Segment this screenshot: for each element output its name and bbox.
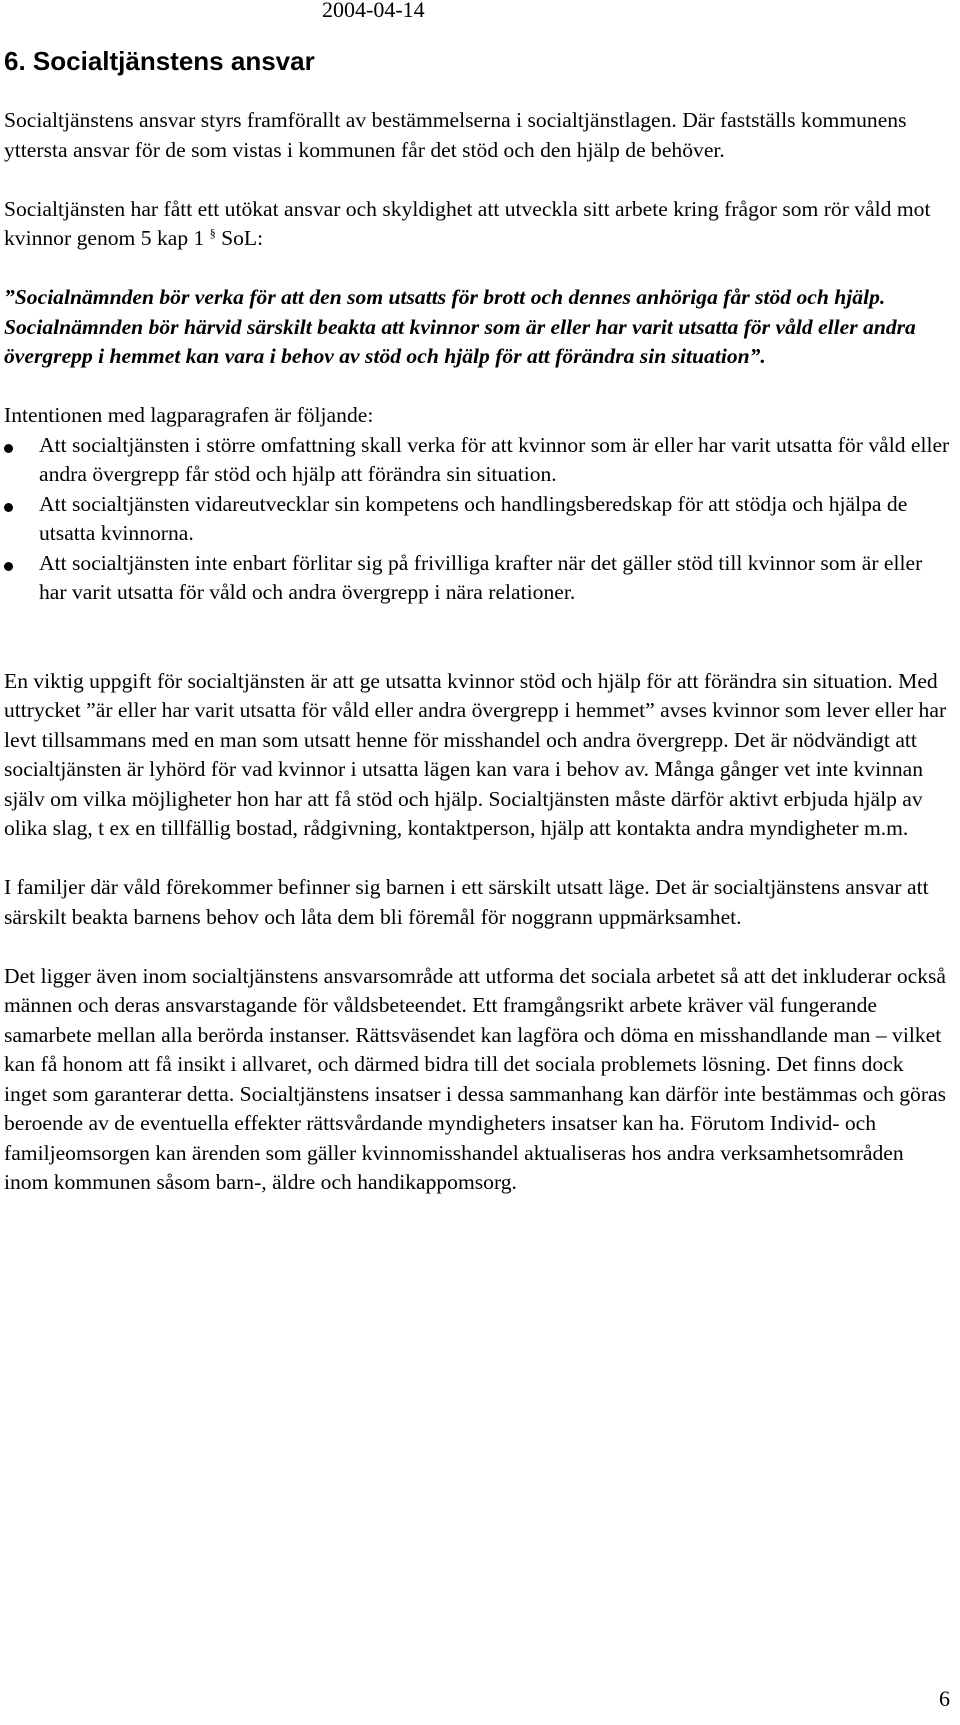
list-item-text: Att socialtjänsten inte enbart förlitar sig på frivilliga krafter när det gäller stöd till kvinnor som är eller har varit utsatta för våld och andra övergrepp i nära relationer.: [39, 550, 923, 604]
intent-intro: Intentionen med lagparagrafen är följande:: [4, 403, 374, 427]
section-heading: 6. Socialtjänstens ansvar: [4, 46, 315, 76]
law-quote: ”Socialnämnden bör verka för att den som utsatts för brott och dennes anhöriga får stöd och hjälp. Socialnämnden bör härvid särskilt beakta att kvinnor som är eller har varit utsatta för våld eller andra övergrepp i hemmet kan vara i behov av stöd och hjälp för att förändra sin situation”.: [4, 285, 916, 368]
page-number: 6: [939, 1686, 950, 1711]
bullet-icon: [4, 503, 13, 512]
paragraph-children: I familjer där våld förekommer befinner sig barnen i ett särskilt utsatt läge. Det är socialtjänstens ansvar att särskilt beakta barnens behov och låta dem bli föremål för noggrann uppmärksamhet.: [4, 875, 929, 929]
list-item: [4, 490, 952, 549]
document-body: [4, 106, 952, 1198]
intent-list: [4, 431, 952, 608]
paragraph-text-end: SoL:: [215, 226, 264, 250]
header-date: 2004-04-14: [322, 0, 425, 22]
paragraph-intro: Socialtjänstens ansvar styrs framförallt av bestämmelserna i socialtjänstlagen. Där fastställs kommunens yttersta ansvar för de som vistas i kommunen får det stöd och den hjälp de behöver.: [4, 108, 907, 162]
list-item-text: Att socialtjänsten vidareutvecklar sin kompetens och handlingsberedskap för att stödja och hjälpa de utsatta kvinnorna.: [39, 491, 908, 545]
section-sign: §: [209, 225, 216, 240]
list-item: [4, 549, 952, 608]
paragraph-support-task: En viktig uppgift för socialtjänsten är att ge utsatta kvinnor stöd och hjälp för att förändra sin situation. Med uttrycket ”är eller har varit utsatta för våld eller andra övergrepp i hemmet” avses kvinnor som lever eller har levt tillsammans med en man som utsatt henne för misshandel och andra övergrepp. Det är nödvändigt att socialtjänsten är lyhörd för vad kvinnor i utsatta lägen kan vara i behov av. Många gånger vet inte kvinnan själv om vilka möjligheter hon har att få stöd och hjälp. Socialtjänsten måste därför aktivt erbjuda hjälp av olika slag, t ex en tillfällig bostad, rådgivning, kontaktperson, hjälp att kontakta andra myndigheter m.m.: [4, 668, 947, 840]
list-item: [4, 431, 952, 490]
list-item-text: Att socialtjänsten i större omfattning skall verka för att kvinnor som är eller har varit utsatta för våld eller andra övergrepp får stöd och hjälp att förändra sin situation.: [39, 432, 950, 486]
bullet-icon: [4, 562, 13, 571]
paragraph-men-responsibility: Det ligger även inom socialtjänstens ansvarsområde att utforma det sociala arbetet så att det inkluderar också männen och deras ansvarstagande för våldsbeteendet. Ett framgångsrikt arbete kräver väl fungerande samarbete mellan alla berörda instanser. Rättsväsendet kan lagföra och döma en misshandlande man – vilket kan få honom att få insikt i allvaret, och därmed bidra till det sociala problemets lösning. Det finns dock inget som garanterar detta. Socialtjänstens insatser i dessa sammanhang kan därför inte bestämmas och göras beroende av de eventuella effekter rättsvårdande myndigheters insatser kan ha. Förutom Individ- och familjeomsorgen kan ärenden som gäller kvinnomisshandel aktualiseras hos andra verksamhetsområden inom kommunen såsom barn-, äldre och handikappomsorg.: [4, 963, 947, 1194]
paragraph-extended-responsibility: [4, 195, 952, 254]
bullet-icon: [4, 444, 13, 453]
paragraph-text: Socialtjänsten har fått ett utökat ansvar och skyldighet att utveckla sitt arbete kring frågor som rör våld mot kvinnor genom 5 kap 1: [4, 196, 931, 250]
